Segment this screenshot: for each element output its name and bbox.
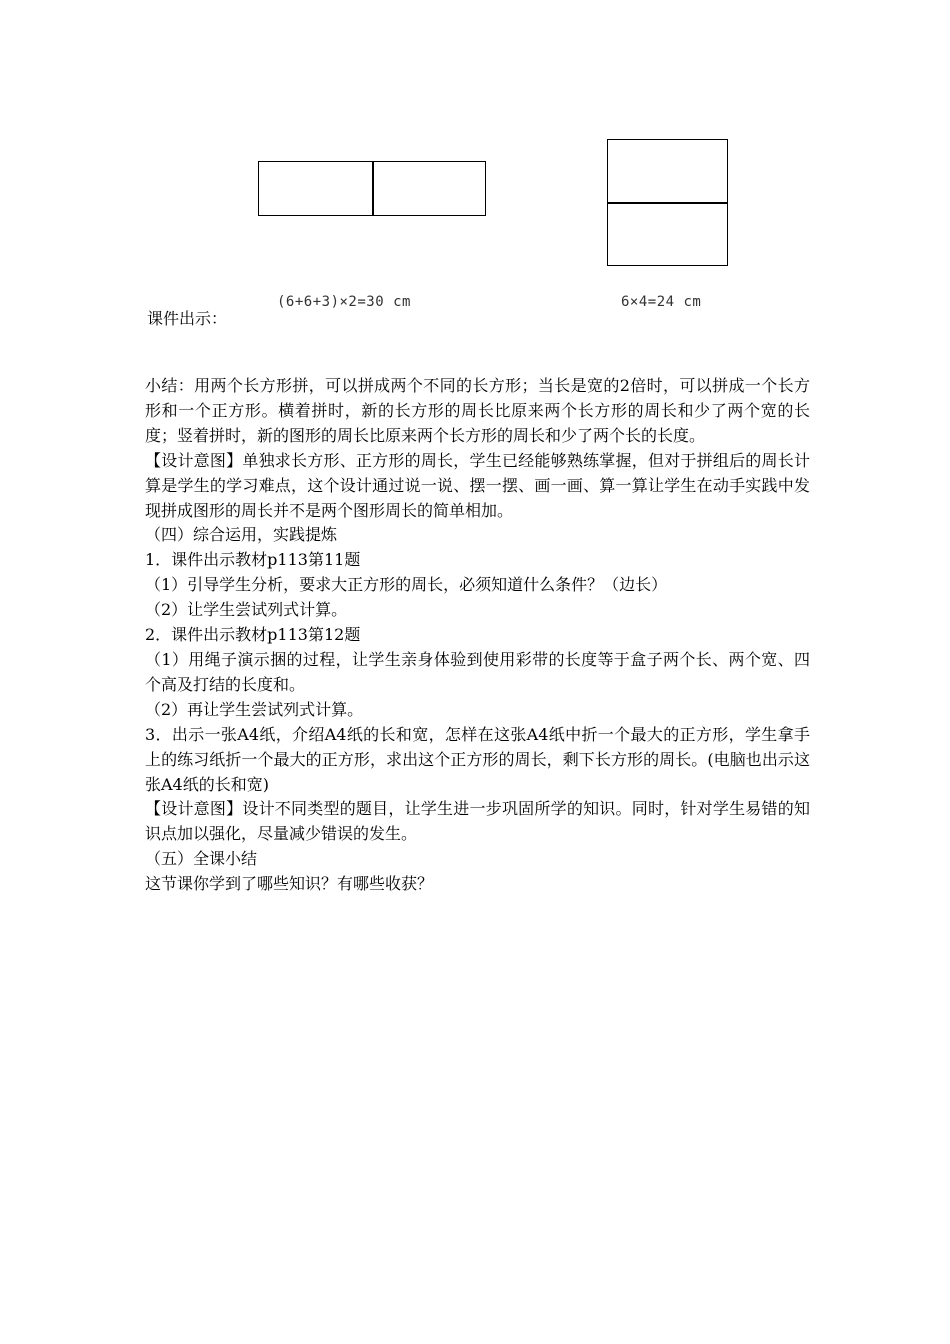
formula-vertical: 6×4=24 cm [621, 294, 702, 310]
summary-paragraph: 小结：用两个长方形拼，可以拼成两个不同的长方形；当长是宽的2倍时，可以拼成一个长方形和一个正方形。横着拼时，新的长方形的周长比原来两个长方形的周长和少了两个宽的长度；竖着拼时，新的图形的周长比原来两个长方形的周长和少了两个长的长度。 [145, 376, 810, 445]
exercise-2-step-1: （1）用绳子演示捆的过程，让学生亲身体验到使用彩带的长度等于盒子两个长、两个宽、四个高及打结的长度和。 [145, 649, 810, 694]
closing-question: 这节课你学到了哪些知识？有哪些收获？ [145, 874, 434, 894]
exercise-1-step-1: （1）引导学生分析，要求大正方形的周长，必须知道什么条件？（边长） [145, 575, 668, 595]
vertical-divider-line [608, 202, 727, 204]
exercise-2-title: 2．课件出示教材p113第12题 [145, 625, 361, 645]
exercise-3-text: 3．出示一张A4纸，介绍A4纸的长和宽，怎样在这张A4纸中折一个最大的正方形，学生拿手上的练习纸折一个最大的正方形，求出这个正方形的周长，剩下长方形的周长。(电脑也出示这张A4纸的长和宽) [145, 724, 810, 794]
section-heading-5: （五）全课小结 [145, 849, 258, 869]
exercise-1-step-2: （2）让学生尝试列式计算。 [145, 600, 348, 620]
intro-label: 课件出示： [147, 309, 228, 328]
exercise-2-step-2: （2）再让学生尝试列式计算。 [145, 699, 364, 719]
design-intent-paragraph-2: 【设计意图】设计不同类型的题目，让学生进一步巩固所学的知识。同时，针对学生易错的知识点加以强化，尽量减少错误的发生。 [145, 799, 810, 844]
design-intent-paragraph-1: 【设计意图】单独求长方形、正方形的周长，学生已经能够熟练掌握，但对于拼组后的周长计算是学生的学习难点，这个设计通过说一说、摆一摆、画一画、算一算让学生在动手实践中发现拼成图形的周长并不是两个图形周长的简单相加。 [145, 450, 810, 520]
horizontal-rectangles-figure [258, 161, 486, 216]
vertical-rectangles-figure [607, 139, 728, 266]
formula-horizontal: (6+6+3)×2=30 cm [277, 294, 411, 310]
horizontal-divider-line [372, 162, 374, 215]
document-body [145, 374, 810, 897]
section-heading-4: （四）综合运用，实践提炼 [145, 525, 338, 545]
exercise-1-title: 1．课件出示教材p113第11题 [145, 550, 361, 570]
